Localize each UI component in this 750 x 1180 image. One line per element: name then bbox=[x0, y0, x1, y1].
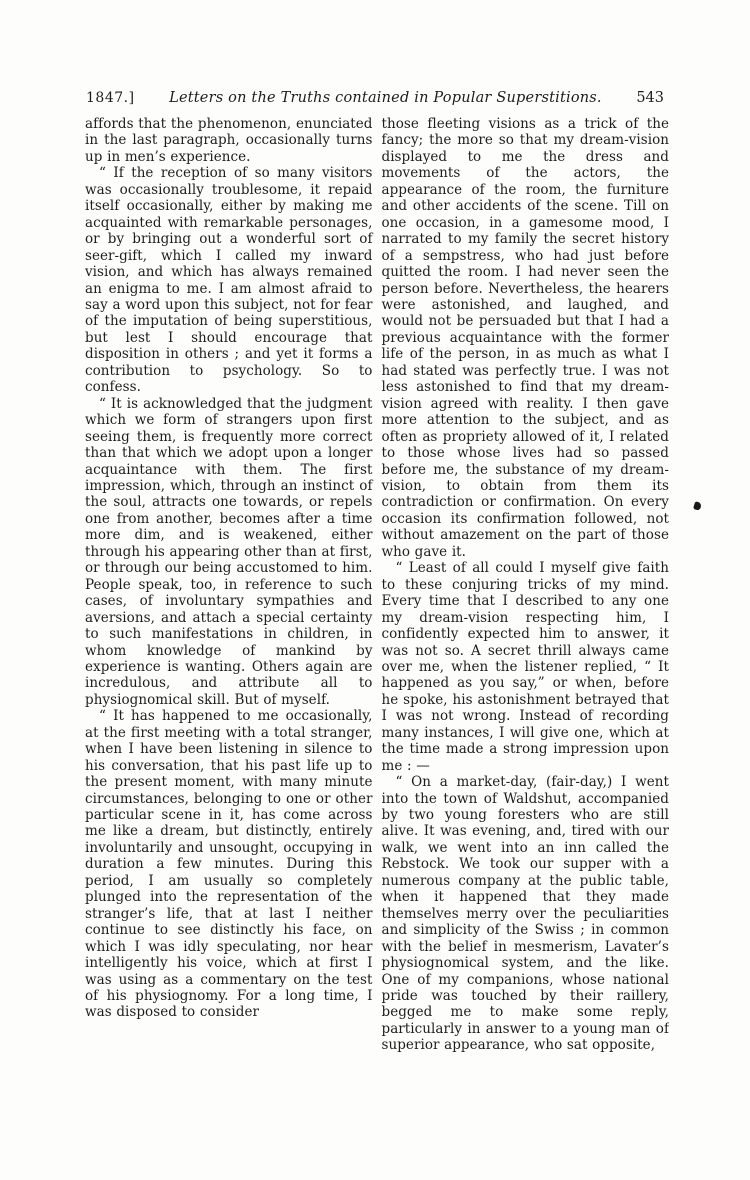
paragraph: “ On a market-day, (fair-day,) I went into the town of Waldshut, accompanied by two young foresters who are still alive. It was evening, and, tired with our walk, we went into an inn called the Rebstock. We took our supper with a numerous company at the public table, when it happened that they made themselves merry over the peculiarities and simplicity of the Swiss ; in common with the belief in mesmerism, Lavater’s physiognomical system, and the like. One of my companions, whose national pride was touched by their raillery, begged me to make some reply, particularly in answer to a young man of superior appearance, who sat opposite, bbox=[381, 774, 669, 1054]
left-column bbox=[85, 116, 373, 1096]
paragraph: “ It has happened to me occasionally, at the first meeting with a total stranger, when I have been listening in silence to his conversation, that his past life up to the present moment, with many minute circumstances, belonging to one or other particular scene in it, has come across me like a dream, but distinctly, entirely involuntarily and unsought, occupying in duration a few minutes. During this period, I am usually so completely plunged into the representation of the stranger’s life, that at last I neither continue to see distinctly his face, on which I was idly speculating, nor hear intelligently his voice, which at first I was using as a commentary on the test of his physiognomy. For a long time, I was disposed to consider bbox=[85, 708, 373, 1021]
paragraph-continuation: those fleeting visions as a trick of the fancy; the more so that my dream-vision displayed to me the dress and movements of the actors, the appearance of the room, the furniture and other accidents of the scene. Till on one occasion, in a gamesome mood, I narrated to my family the secret history of a sempstress, who had just before quitted the room. I had never seen the person before. Nevertheless, the hearers were astonished, and laughed, and would not be persuaded but that I had a previous acquaintance with the former life of the person, in as much as what I had stated was perfectly true. I was not less astonished to find that my dream-vision agreed with reality. I then gave more attention to the subject, and as often as propriety allowed of it, I related to those whose lives had so passed before me, the substance of my dream-vision, to obtain from them its contradiction or confirmation. On every occasion its confirmation followed, not without amazement on the part of those who gave it. bbox=[381, 116, 669, 560]
page-number: 543 bbox=[636, 90, 664, 106]
paragraph: “ It is acknowledged that the judgment which we form of strangers upon first seeing them, is frequently more correct than that which we adopt upon a longer acquaintance with them. The first impression, which, through an instinct of the soul, attracts one towards, or repels one from another, becomes after a time more dim, and is weakened, either through his appearing other than at first, or through our being accustomed to him. People speak, too, in reference to such cases, of involuntary sympathies and aversions, and attach a special certainty to such manifestations in children, in whom knowledge of mankind by experience is wanting. Others again are incredulous, and attribute all to physiognomical skill. But of myself. bbox=[85, 395, 373, 708]
running-title: Letters on the Truths contained in Popular Superstitions. bbox=[169, 90, 602, 106]
paragraph: “ If the reception of so many visitors was occasionally troublesome, it repaid itself occasionally, either by making me acquainted with remarkable personages, or by bringing out a wonderful sort of seer-gift, which I called my inward vision, and which has always remained an enigma to me. I am almost afraid to say a word upon this subject, not for fear of the imputation of being superstitious, but lest I should encourage that disposition in others ; and yet it forms a contribution to psychology. So to confess. bbox=[85, 165, 373, 396]
right-column bbox=[382, 116, 670, 1096]
paragraph: “ Least of all could I myself give faith to these conjuring tricks of my mind. Every time that I described to any one my dream-vision respecting him, I confidently expected him to answer, it was not so. A secret thrill always came over me, when the listener replied, “ It happened as you say,” or when, before he spoke, his astonishment betrayed that I was not wrong. Instead of recording many instances, I will give one, which at the time made a strong impression upon me : — bbox=[381, 560, 669, 774]
ink-speck bbox=[693, 501, 702, 511]
paragraph-continuation: affords that the phenomenon, enunciated in the last paragraph, occasionally turns up in men’s experience. bbox=[85, 116, 373, 165]
two-column-text bbox=[85, 116, 669, 1096]
running-head bbox=[86, 90, 664, 106]
issue-year: 1847.] bbox=[86, 90, 135, 106]
